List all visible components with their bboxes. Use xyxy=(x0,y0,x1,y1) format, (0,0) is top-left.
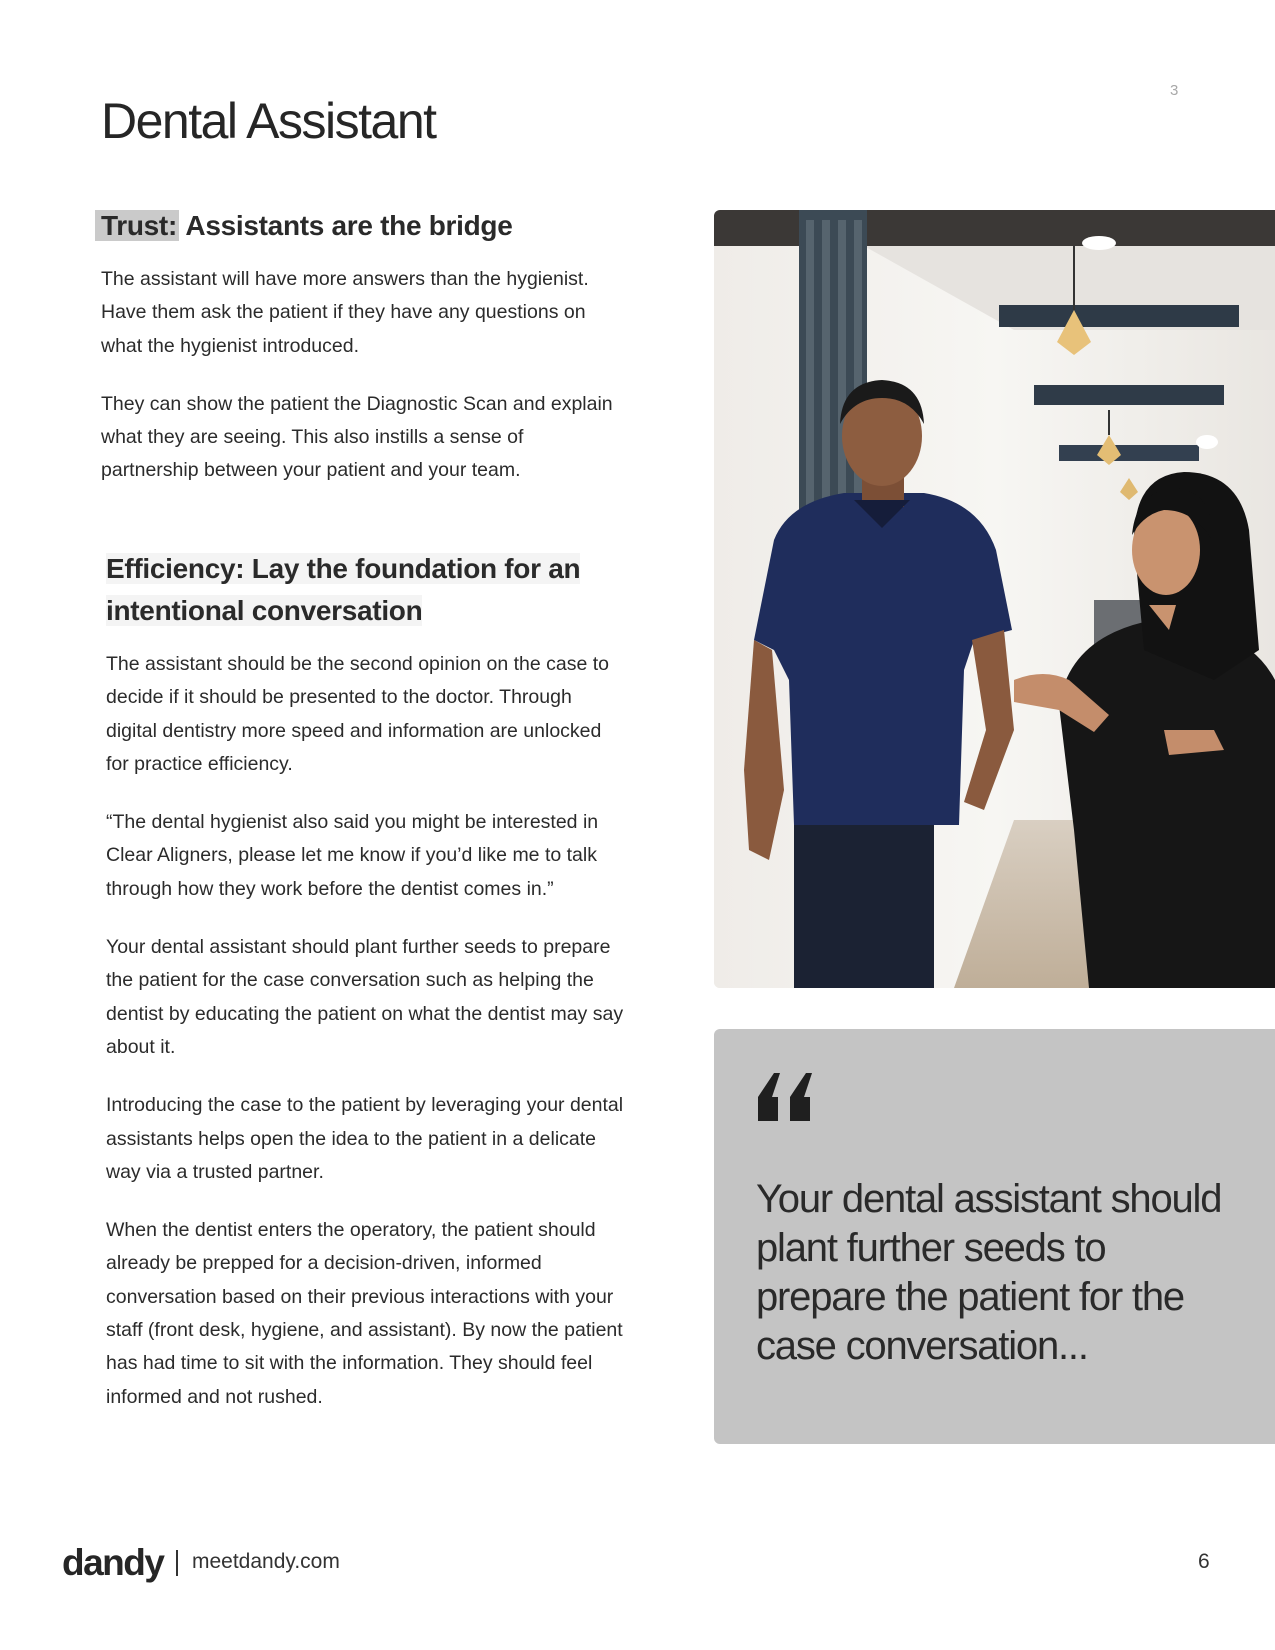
paragraph: Introducing the case to the patient by leveraging your dental assistants helps open the idea to the patient in a delicate way via a trusted partner. xyxy=(106,1094,624,1183)
heading-highlight: Trust: xyxy=(95,210,179,241)
page-number: 6 xyxy=(1198,1550,1210,1573)
heading-text: Efficiency: Lay the foundation for an intentional conversation xyxy=(106,553,581,626)
paragraph: Your dental assistant should plant further seeds to prepare the patient for the case conversation such as helping the dentist by educating the patient on what the dentist may say about it. xyxy=(106,936,624,1058)
paragraph: When the dentist enters the operatory, the patient should already be prepped for a decision-driven, informed conversation based on their previous interactions with your staff (front desk, hygiene, and assistant). By now the patient has had time to sit with the information. They should feel informed and not rushed. xyxy=(106,1219,623,1408)
quote-paragraph: “The dental hygienist also said you might be interested in Clear Aligners, please let me know if you’d like me to talk through how they work before the dentist comes in.” xyxy=(106,811,599,900)
heading-rest: Assistants are the bridge xyxy=(178,210,513,241)
quote-mark-icon xyxy=(756,1071,816,1128)
footer-divider xyxy=(176,1550,178,1576)
dandy-logo: dandy xyxy=(62,1542,164,1583)
section-efficiency xyxy=(106,548,626,1414)
paragraph: The assistant will have more answers than the hygienist. Have them ask the patient if they have any questions on what the hygienist introduced. xyxy=(101,268,589,357)
paragraph: The assistant should be the second opinion on the case to decide if it should be presented to the doctor. Through digital dentistry more speed and information are unlocked for practice efficiency. xyxy=(106,653,610,775)
hallway-photo xyxy=(714,210,1275,988)
section-trust-heading xyxy=(101,205,621,247)
paragraph: They can show the patient the Diagnostic Scan and explain what they are seeing. This also instills a sense of partnership between your patient and your team. xyxy=(101,392,613,482)
page-title: Dental Assistant xyxy=(101,93,436,149)
pull-quote-box xyxy=(714,1029,1275,1444)
section-efficiency-heading xyxy=(106,548,626,632)
corner-page-number: 3 xyxy=(1170,82,1179,99)
footer-url-link[interactable]: meetdandy.com xyxy=(192,1550,340,1573)
section-trust xyxy=(101,205,621,488)
pull-quote-text: Your dental assistant should plant further seeds to prepare the patient for the case conversation... xyxy=(756,1177,1222,1368)
